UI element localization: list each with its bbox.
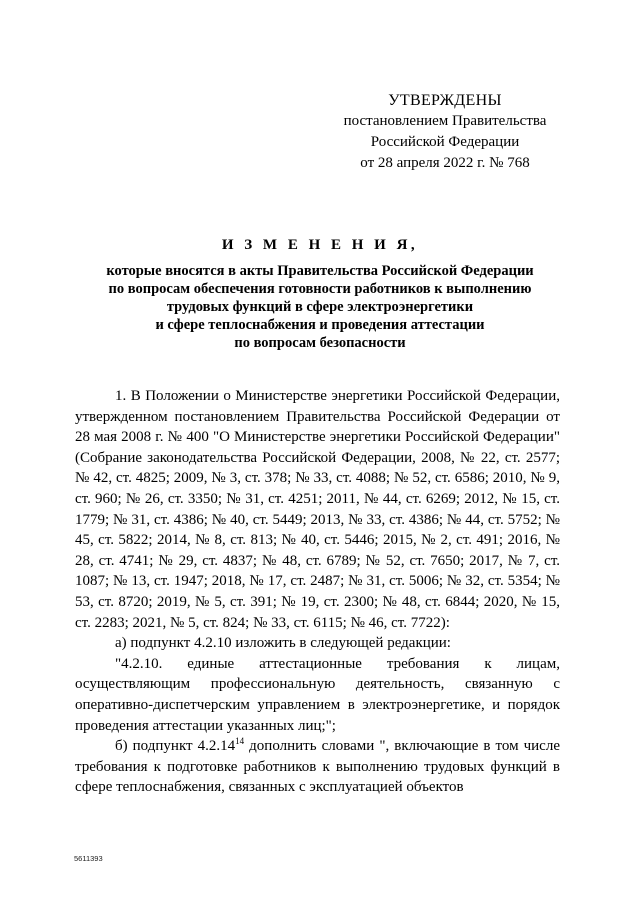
approval-date-line: от 28 апреля 2022 г. № 768 [360,155,530,171]
approval-line: Российской Федерации [370,134,520,150]
subitem-b-prefix: б) подпункт 4.2.14 [115,738,236,755]
subitem-b-text: дополнить словами ", включающие в том числе требования к подготовке работников к выполнению трудовых функций в сфере теплоснабжения, связанных с эксплуатацией объектов [75,738,560,796]
approval-block [330,90,560,174]
subtitle-line: и сфере теплоснабжения и проведения аттестации [155,317,485,333]
document-body [75,386,560,798]
approval-line: постановлением Правительства [343,113,547,129]
subtitle-line: которые вносятся в акты Правительства Российской Федерации [106,263,534,279]
paragraph-quoted-text: "4.2.10. единые аттестационные требования к лицам, осуществляющим профессиональную деятельность, связанную с оперативно-диспетчерским управлением в электроэнергетике, и порядок проведения аттестации указанных лиц;"; [75,655,560,734]
footnote-superscript: 14 [235,736,245,747]
subtitle-line: по вопросам обеспечения готовности работников к выполнению [108,281,532,297]
subtitle-line: трудовых функций в сфере электроэнергетики [166,299,474,315]
paragraph-item-1: 1. В Положении о Министерстве энергетики Российской Федерации, утвержденном постановлением Правительства Российской Федерации от 28 мая 2008 г. № 400 "О Министерстве энергетики Российской Федерации" (Собрание законодательства Российской Федерации, 2008, № 22, ст. 2577; № 42, ст. 4825; 2009, № 3, ст. 378; № 33, ст. 4088; № 52, ст. 6586; 2010, № 9, ст. 960; № 26, ст. 3350; № 31, ст. 4251; 2011, № 44, ст. 6269; 2012, № 15, ст. 1779; № 31, ст. 4386; № 40, ст. 5449; 2013, № 33, ст. 4386; № 44, ст. 5752; № 45, ст. 5822; 2014, № 8, ст. 813; № 40, ст. 5446; 2015, № 2, ст. 491; 2016, № 28, ст. 4741; № 29, ст. 4837; № 48, ст. 6789; № 52, ст. 7650; 2017, № 7, ст. 1087; № 13, ст. 1947; 2018, № 17, ст. 2487; № 31, ст. 5006; № 32, ст. 5354; № 53, ст. 8720; 2019, № 5, ст. 391; № 19, ст. 2300; № 48, ст. 6844; 2020, № 15, ст. 2283; 2021, № 5, ст. 824; № 33, ст. 6115; № 46, ст. 7722): [75,388,560,631]
document-subtitle [80,262,560,352]
document-title: И З М Е Н Е Н И Я, [221,237,419,253]
subtitle-line: по вопросам безопасности [234,335,406,351]
document-code: 5611393 [74,854,103,863]
paragraph-subitem-a: а) подпункт 4.2.10 изложить в следующей редакции: [115,635,451,652]
approval-heading: УТВЕРЖДЕНЫ [388,92,502,109]
paragraph-subitem-b [75,736,560,798]
